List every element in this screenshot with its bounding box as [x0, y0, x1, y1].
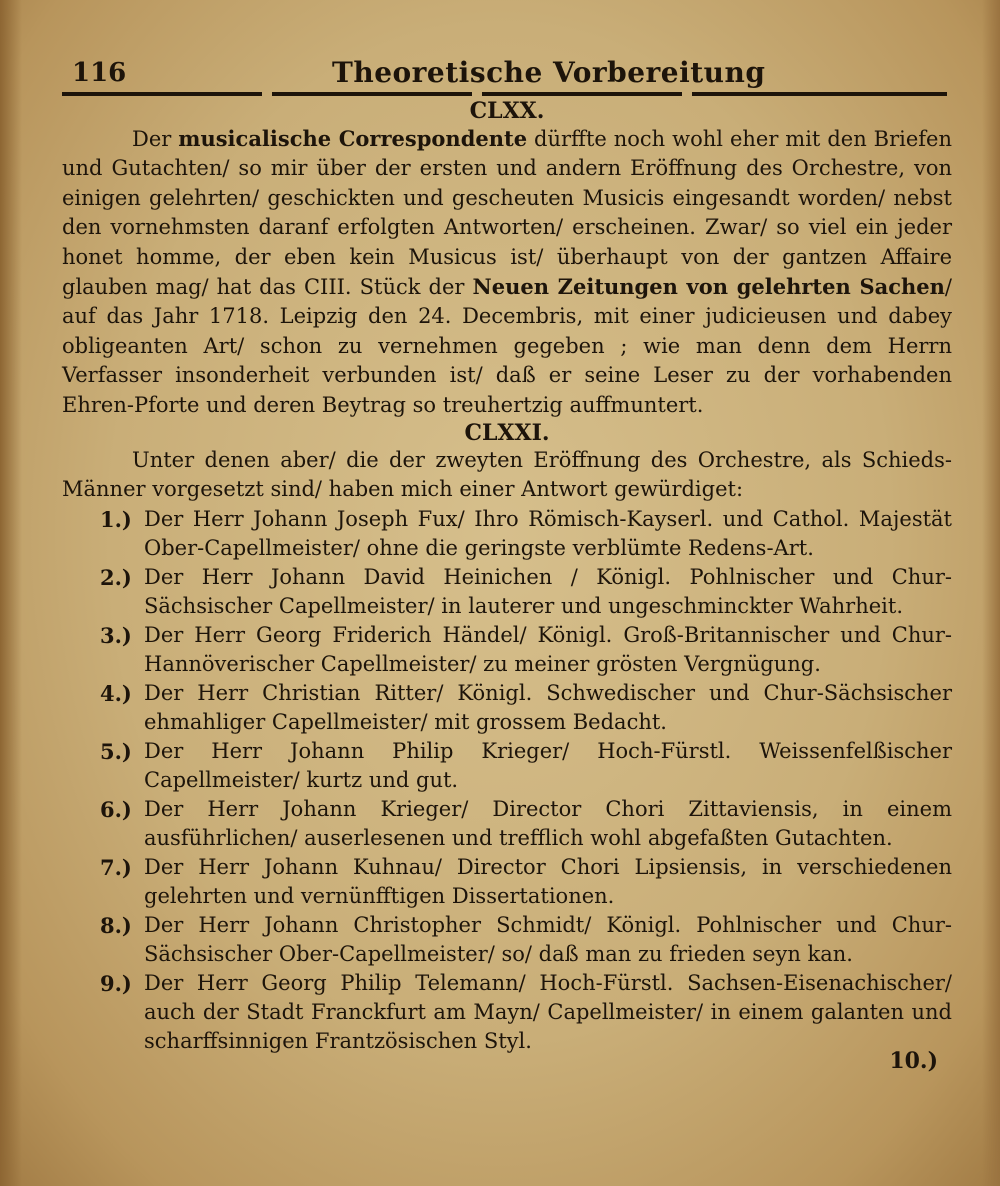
section-number-171: CLXXI. — [464, 420, 550, 447]
header-rule — [62, 92, 952, 98]
page-header — [62, 50, 952, 90]
page-edge-right — [982, 0, 1000, 1186]
list-item-text: Der Herr Johann Philip Krieger/ Hoch-Fürstl. Weissenfelßischer Capellmeister/ kurtz und gut. — [144, 738, 952, 792]
list-item — [62, 795, 952, 853]
page-number: 116 — [72, 58, 127, 88]
paragraph-170: Der musicalische Correspondente dürffte noch wohl eher mit den Briefen und Gutachten/ so mir über der ersten und andern Eröffnung des Orchestre, von einigen gelehrten/ geschickten und gescheuten Musicis eingesandt worden/ nebst den vornehmsten daranf erfolgten Antworten/ erscheinen. Zwar/ so viel ein jeder honet homme, der eben kein Musicus ist/ überhaupt von der gantzen Affaire glauben mag/ hat das CIII. Stück der Neuen Zeitungen von gelehrten Sachen/ auf das Jahr 1718. Leipzig den 24. Decembris, mit einer judicieusen und dabey obligeanten Art/ schon zu vernehmen gegeben ; wie man denn dem Herrn Verfasser insonderheit verbunden ist/ daß er seine Leser zu der vorhabenden Ehren-Pforte und deren Beytrag so treuhertzig auffmuntert. — [62, 126, 952, 417]
list-item — [62, 679, 952, 737]
list-item — [62, 737, 952, 795]
catchword: 10.) — [889, 1048, 938, 1074]
list-item-text: Der Herr Georg Friderich Händel/ Königl. Groß-Britannischer und Chur-Hannöverischer Capellmeister/ zu meiner grösten Vergnügung. — [144, 622, 952, 676]
section-number-170: CLXX. — [469, 98, 545, 124]
judges-list — [62, 505, 952, 1056]
list-item — [62, 911, 952, 969]
list-item-text: Der Herr Johann Kuhnau/ Director Chori Lipsiensis, in verschiedenen gelehrten und vernünfftigen Dissertationen. — [144, 854, 952, 908]
list-item-number: 7.) — [100, 854, 132, 880]
list-item — [62, 621, 952, 679]
list-item — [62, 853, 952, 911]
list-item-number: 4.) — [100, 680, 132, 706]
list-item — [62, 969, 952, 1056]
list-item-text: Der Herr Johann David Heinichen / Königl. Pohlnischer und Chur-Sächsischer Capellmeister/ in lauterer und ungeschminckter Wahrheit. — [144, 564, 952, 618]
list-item-number: 3.) — [100, 622, 132, 648]
list-item-number: 9.) — [100, 970, 132, 996]
list-item-text: Der Herr Johann Joseph Fux/ Ihro Römisch-Kayserl. und Cathol. Majestät Ober-Capellmeister/ ohne die geringste verblümte Redens-Art. — [144, 506, 952, 560]
list-item-text: Der Herr Johann Christopher Schmidt/ Königl. Pohlnischer und Chur-Sächsischer Ober-Capellmeister/ so/ daß man zu frieden seyn kan. — [144, 912, 952, 966]
list-item-number: 5.) — [100, 738, 132, 764]
list-item-number: 8.) — [100, 912, 132, 938]
running-title: Theoretische Vorbereitung — [332, 56, 766, 89]
page-edge-left — [0, 0, 22, 1186]
list-item — [62, 505, 952, 563]
text-block — [62, 50, 952, 1056]
paragraph-171-intro: Unter denen aber/ die der zweyten Eröffnung des Orchestre, als Schieds-Männer vorgesetzt sind/ haben mich einer Antwort gewürdiget: — [62, 448, 952, 502]
list-item-text: Der Herr Christian Ritter/ Königl. Schwedischer und Chur-Sächsischer ehmahliger Capellmeister/ mit grossem Bedacht. — [144, 680, 952, 734]
list-item — [62, 563, 952, 621]
list-item-text: Der Herr Georg Philip Telemann/ Hoch-Fürstl. Sachsen-Eisenachischer/ auch der Stadt Franckfurt am Mayn/ Capellmeister/ in einem galanten und scharffsinnigen Frantzösischen Styl. — [144, 970, 952, 1053]
list-item-text: Der Herr Johann Krieger/ Director Chori Zittaviensis, in einem ausführlichen/ auserlesenen und trefflich wohl abgefaßten Gutachten. — [144, 796, 952, 850]
list-item-number: 2.) — [100, 564, 132, 590]
list-item-number: 6.) — [100, 796, 132, 822]
list-item-number: 1.) — [100, 506, 132, 532]
